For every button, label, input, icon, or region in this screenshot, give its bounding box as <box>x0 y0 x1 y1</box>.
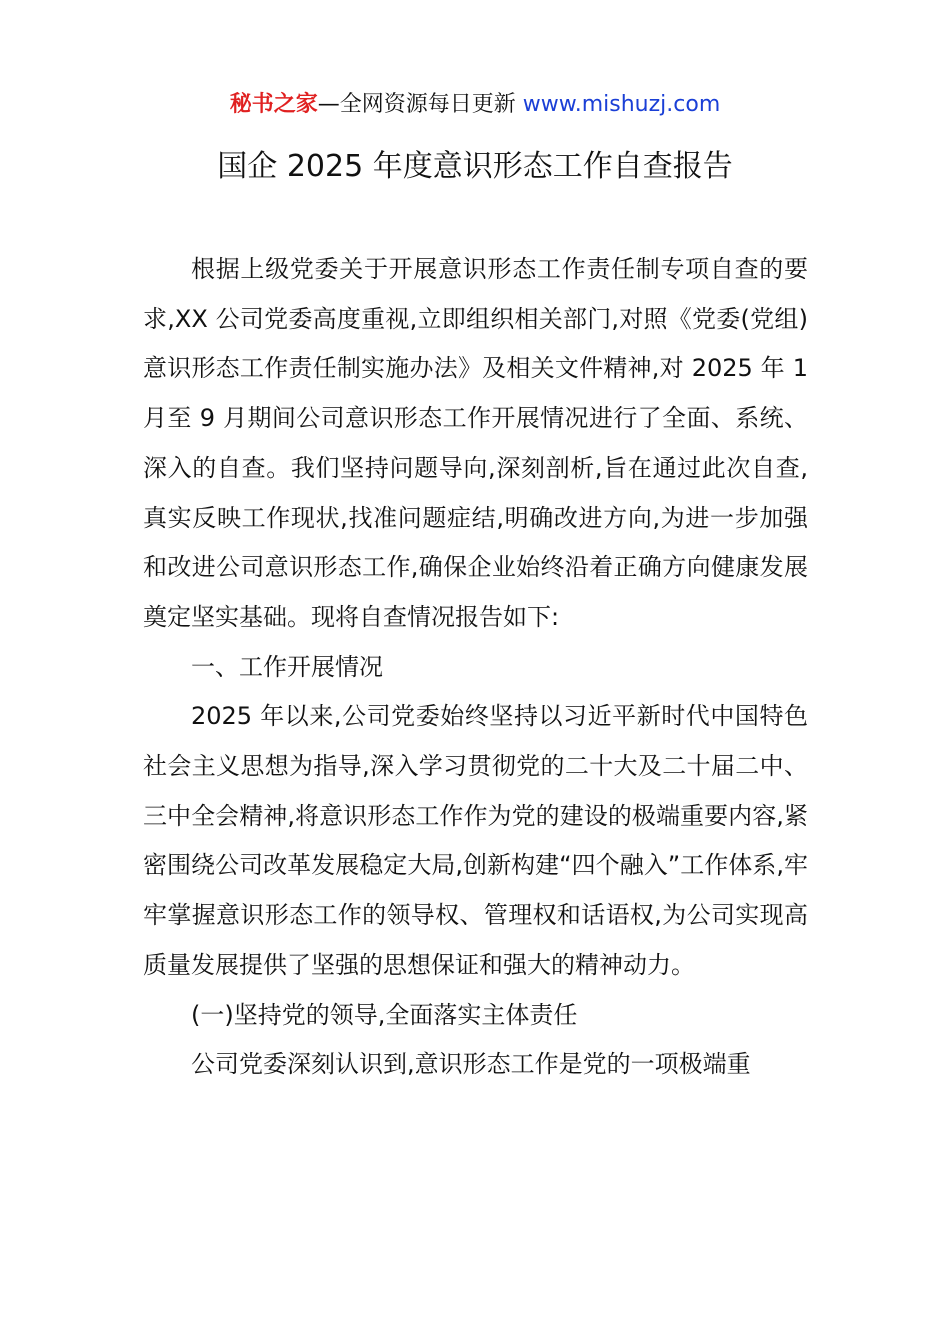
document-title: 国企 2025 年度意识形态工作自查报告 <box>217 149 733 184</box>
brand-name: 秘书之家 <box>229 92 318 117</box>
body-paragraph: 公司党委深刻认识到,意识形态工作是党的一项极端重 <box>191 1050 751 1079</box>
subsection-heading: (一)坚持党的领导,全面落实主体责任 <box>191 1000 578 1029</box>
banner-tagline: —全网资源每日更新 <box>317 92 523 117</box>
site-url-link[interactable]: www.mishuzj.com <box>522 92 721 117</box>
intro-paragraph: 根据上级党委关于开展意识形态工作责任制专项自查的要求,XX 公司党委高度重视,立即组织相关部门,对照《党委(党组)意识形态工作责任制实施办法》及相关文件精神,对 2025 年 1 月至 9 月期间公司意识形态工作开展情况进行了全面、系统、深入的自查。我们坚持问题导向,深刻剖析,旨在通过此次自查,真实反映工作现状,找准问题症结,明确改进方向,为进一步加强和改进公司意识形态工作,确保企业始终沿着正确方向健康发展奠定坚实基础。现将自查情况报告如下: <box>143 255 808 631</box>
site-banner <box>0 88 950 122</box>
document-body <box>143 245 808 1090</box>
body-paragraph: 2025 年以来,公司党委始终坚持以习近平新时代中国特色社会主义思想为指导,深入学习贯彻党的二十大及二十届二中、三中全会精神,将意识形态工作作为党的建设的极端重要内容,紧密围绕公司改革发展稳定大局,创新构建“四个融入”工作体系,牢牢掌握意识形态工作的领导权、管理权和话语权,为公司实现高质量发展提供了坚强的思想保证和强大的精神动力。 <box>143 702 808 979</box>
section-heading: 一、工作开展情况 <box>191 652 383 681</box>
